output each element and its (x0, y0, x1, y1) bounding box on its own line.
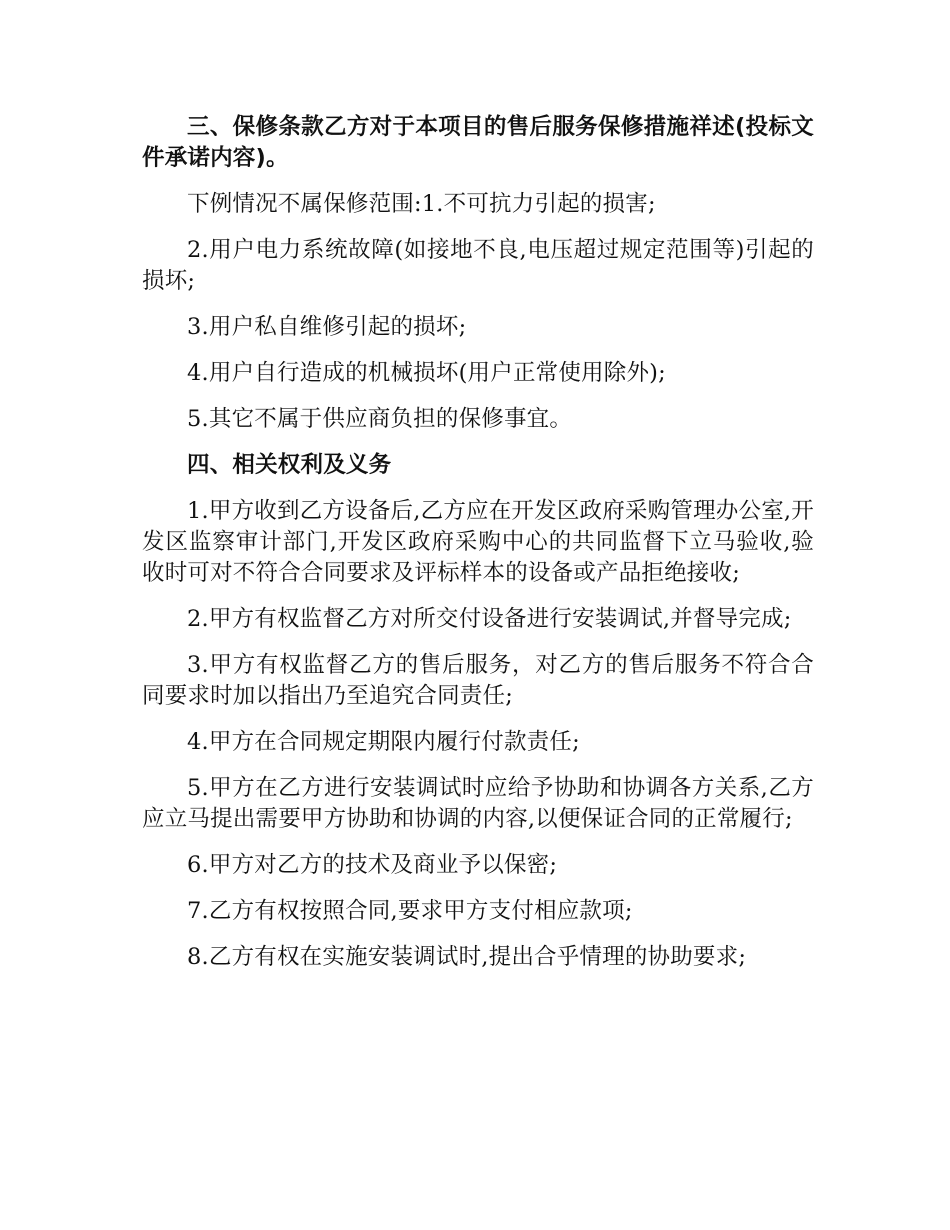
warranty-item-1: 下例情况不属保修范围:1.不可抗力引起的损害; (187, 191, 656, 217)
rights-item-8: 8.乙方有权在实施安装调试时,提出合乎情理的协助要求; (187, 944, 747, 970)
warranty-item-4: 4.用户自行造成的机械损坏(用户正常使用除外); (187, 360, 666, 386)
rights-item-7: 7.乙方有权按照合同,要求甲方支付相应款项; (187, 898, 633, 924)
warranty-item-5: 5.其它不属于供应商负担的保修事宜。 (187, 406, 573, 432)
warranty-item-2: 2.用户电力系统故障(如接地不良,电压超过规定范围等)引起的损坏; (142, 237, 814, 294)
section-heading-warranty: 三、保修条款乙方对于本项目的售后服务保修措施祥述(投标文件承诺内容)。 (142, 114, 814, 171)
rights-item-4: 4.甲方在合同规定期限内履行付款责任; (187, 729, 580, 755)
rights-item-3: 3.甲方有权监督乙方的售后服务，对乙方的售后服务不符合合同要求时加以指出乃至追究合同责任; (142, 652, 814, 709)
rights-item-5: 5.甲方在乙方进行安装调试时应给予协助和协调各方关系,乙方应立马提出需要甲方协助和协调的内容,以便保证合同的正常履行; (142, 775, 814, 832)
rights-item-6: 6.甲方对乙方的技术及商业予以保密; (187, 852, 558, 878)
section-heading-rights: 四、相关权利及义务 (187, 452, 392, 478)
warranty-item-3: 3.用户私自维修引起的损坏; (187, 314, 467, 340)
rights-item-2: 2.甲方有权监督乙方对所交付设备进行安装调试,并督导完成; (187, 606, 792, 632)
document-page (142, 112, 814, 988)
rights-item-1: 1.甲方收到乙方设备后,乙方应在开发区政府采购管理办公室,开发区监察审计部门,开发区政府采购中心的共同监督下立马验收,验收时可对不符合合同要求及评标样本的设备或产品拒绝接收; (142, 498, 814, 586)
